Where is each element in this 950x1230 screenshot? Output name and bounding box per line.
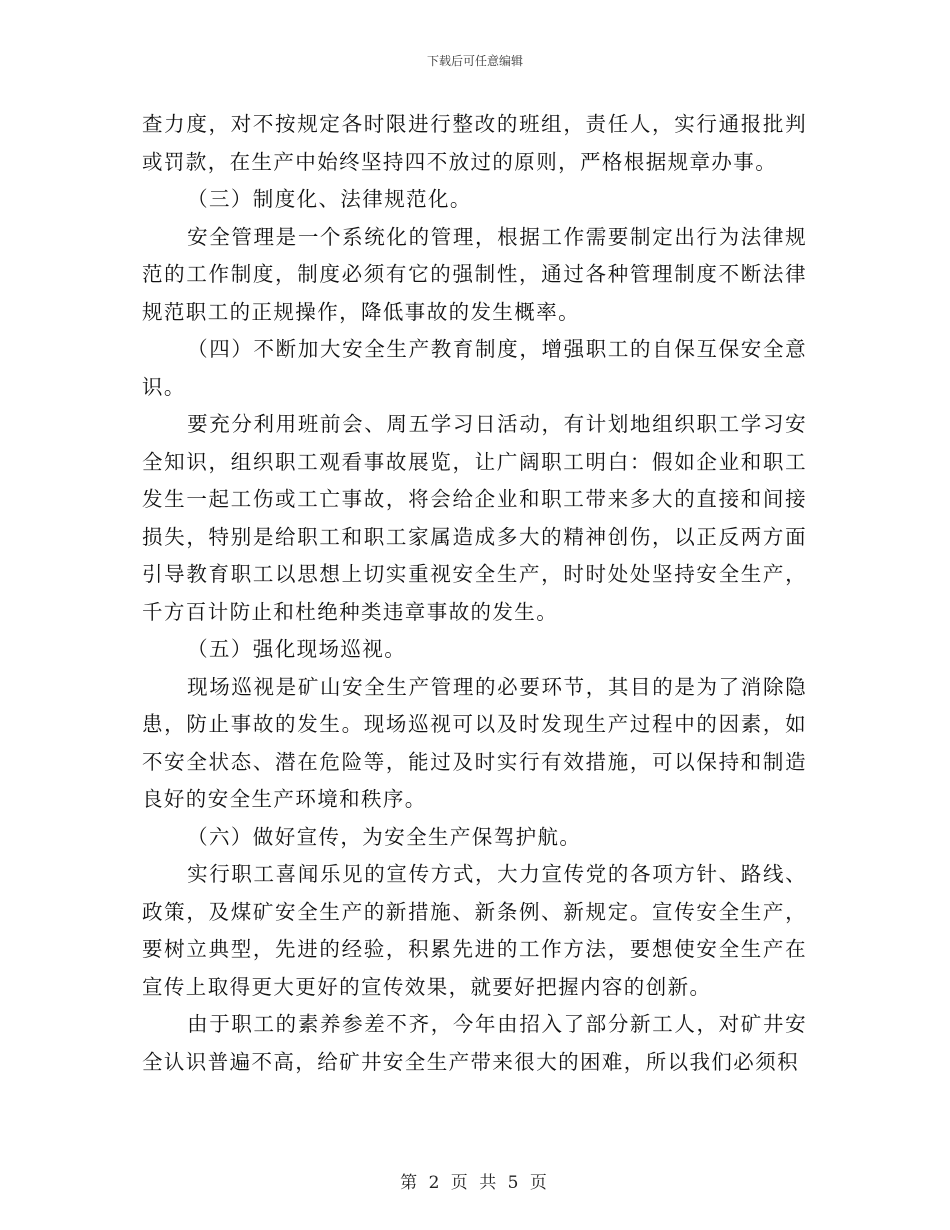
section-heading-3: （三）制度化、法律规范化。 xyxy=(187,187,472,211)
section-heading-6: （六）做好宣传，为安全生产保驾护航。 xyxy=(187,824,582,849)
paragraph-2: 安全管理是一个系统化的管理，根据工作需要制定出行为法律规范的工作制度，制度必须有它的强制性，通过各种管理制度不断法律规范职工的正规操作，降低事故的发生概率。 xyxy=(142,224,807,324)
page-number: 第 2 页 共 5 页 xyxy=(400,1173,550,1193)
paragraph-5: 实行职工喜闻乐见的宣传方式，大力宣传党的各项方针、路线、政策，及煤矿安全生产的新措施、新条例、新规定。宣传安全生产，要树立典型，先进的经验，积累先进的工作方法，要想使安全生产在宣传上取得更大更好的宣传效果，就要好把握内容的创新。 xyxy=(142,862,807,999)
paragraph-3: 要充分利用班前会、周五学习日活动，有计划地组织职工学习安全知识，组织职工观看事故展览，让广阔职工明白：假如企业和职工发生一起工伤或工亡事故，将会给企业和职工带来多大的直接和间接损失，特别是给职工和职工家属造成多大的精神创伤，以正反两方面引导教育职工以思想上切实重视安全生产，时时处处坚持安全生产，千方百计防止和杜绝种类违章事故的发生。 xyxy=(142,412,807,624)
section-heading-4: （四）不断加大安全生产教育制度，增强职工的自保互保安全意识。 xyxy=(142,337,807,399)
section-heading-5: （五）强化现场巡视。 xyxy=(187,637,407,661)
paragraph-4: 现场巡视是矿山安全生产管理的必要环节，其目的是为了消除隐患，防止事故的发生。现场巡视可以及时发现生产过程中的因素，如不安全状态、潜在危险等，能过及时实行有效措施，可以保持和制造良好的安全生产环境和秩序。 xyxy=(142,674,807,811)
document-body xyxy=(142,106,807,1081)
page-header: 下载后可任意编辑 xyxy=(426,54,523,68)
paragraph-1: 查力度，对不按规定各时限进行整改的班组，责任人，实行通报批判或罚款，在生产中始终坚持四不放过的原则，严格根据规章办事。 xyxy=(142,112,807,174)
paragraph-6: 由于职工的素养参差不齐，今年由招入了部分新工人，对矿井安全认识普遍不高，给矿井安全生产带来很大的困难，所以我们必须积 xyxy=(142,1012,807,1074)
